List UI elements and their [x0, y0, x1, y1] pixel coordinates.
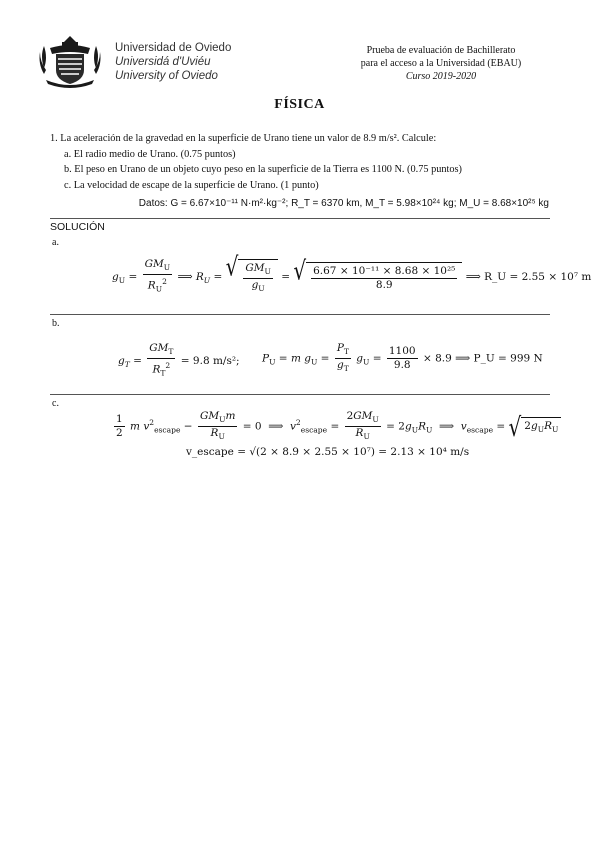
exam-line-1: Prueba de evaluación de Bachillerato	[366, 45, 516, 56]
equation-c-energy: $\frac{1}{2}$ m $v^2_{escape}$ − $\frac{GM_Um}{R_U}$ = 0 ⟹ $v^2_{escape}$ = $\frac{2GM_U}{R_U}$ = $2g_UR_U$ ⟹ $v_{escape}$ = √ $2g_UR_U$	[112, 410, 561, 443]
equation-c-result: v_escape = √(2 × 8.9 × 2.55 × 10⁷) = 2.13 × 10⁴ m/s	[186, 446, 470, 458]
equation-b-weight-result: × 8.9 ⟹ P_U = 999 N	[422, 352, 543, 365]
university-name-es: Universidad de Oviedo	[115, 42, 232, 54]
solution-label-a: a.	[52, 237, 59, 248]
exam-line-2: para el acceso a la Universidad (EBAU)	[360, 58, 522, 69]
page-title: FÍSICA	[274, 97, 325, 112]
divider	[50, 314, 550, 315]
equation-b-weight-denominator: 9.8	[393, 359, 411, 372]
equation-b-weight-numerator: 1100	[388, 345, 416, 358]
question-item-a: a. El radio medio de Urano. (0.75 puntos)	[64, 148, 236, 160]
equation-b-weight: $P_U = m$ $g_U$ = $\frac{P_T}{g_T}$ $g_U$ = $\frac{1100}{9.8}$ × 8.9 ⟹ P_U = 999 N	[262, 342, 543, 374]
question-item-b: b. El peso en Urano de un objeto cuyo peso en la superficie de la Tierra es 1100 N. (0.75 puntos)	[64, 164, 462, 175]
course-year: Curso 2019-2020	[405, 71, 477, 82]
exam-header	[331, 44, 551, 83]
university-name-block	[115, 41, 231, 83]
solution-label-c: c.	[52, 398, 59, 409]
university-name-ast: Universidá d'Uviéu	[115, 56, 211, 68]
given-data: Datos: G = 6.67×10⁻¹¹ N·m²·kg⁻²; R_T = 6370 km, M_T = 5.98×10²⁴ kg; M_U = 8.68×10²⁵ kg	[138, 198, 549, 209]
university-name-en: University of Oviedo	[115, 70, 218, 82]
equation-a-denominator: 8.9	[375, 278, 393, 291]
divider	[50, 218, 550, 219]
question-block	[50, 131, 462, 193]
equation-a-result: ⟹ R_U = 2.55 × 10⁷ m	[465, 270, 592, 283]
question-item-c: c. La velocidad de escape de la superficie de Urano. (1 punto)	[64, 179, 319, 191]
equation-b-gravity-result: = 9.8 m/s²;	[180, 354, 240, 367]
divider	[50, 394, 550, 395]
university-logo	[38, 34, 102, 88]
equation-a: $g_U$ = $\frac{GM_U}{R_U^2}$ ⟹ $R_U$ = √ $\frac{GM_U}{g_U}$ = √ $\frac{\text{6.67 × 10⁻¹¹ × 8.68 × 10²⁵}}{8.9}$ ⟹ R_U = 2.55 × 10⁷ m	[112, 250, 592, 294]
equation-b-gravity: $g_T$ = $\frac{GM_T}{R_T^2}$ = 9.8 m/s²;	[118, 342, 240, 378]
question-intro: 1. La aceleración de la gravedad en la superficie de Urano tiene un valor de 8.9 m/s². Calcule:	[50, 133, 437, 144]
equation-a-numerator: 6.67 × 10⁻¹¹ × 8.68 × 10²⁵	[313, 264, 456, 277]
solution-label-b: b.	[52, 318, 60, 329]
solution-heading: SOLUCIÓN	[50, 221, 105, 233]
